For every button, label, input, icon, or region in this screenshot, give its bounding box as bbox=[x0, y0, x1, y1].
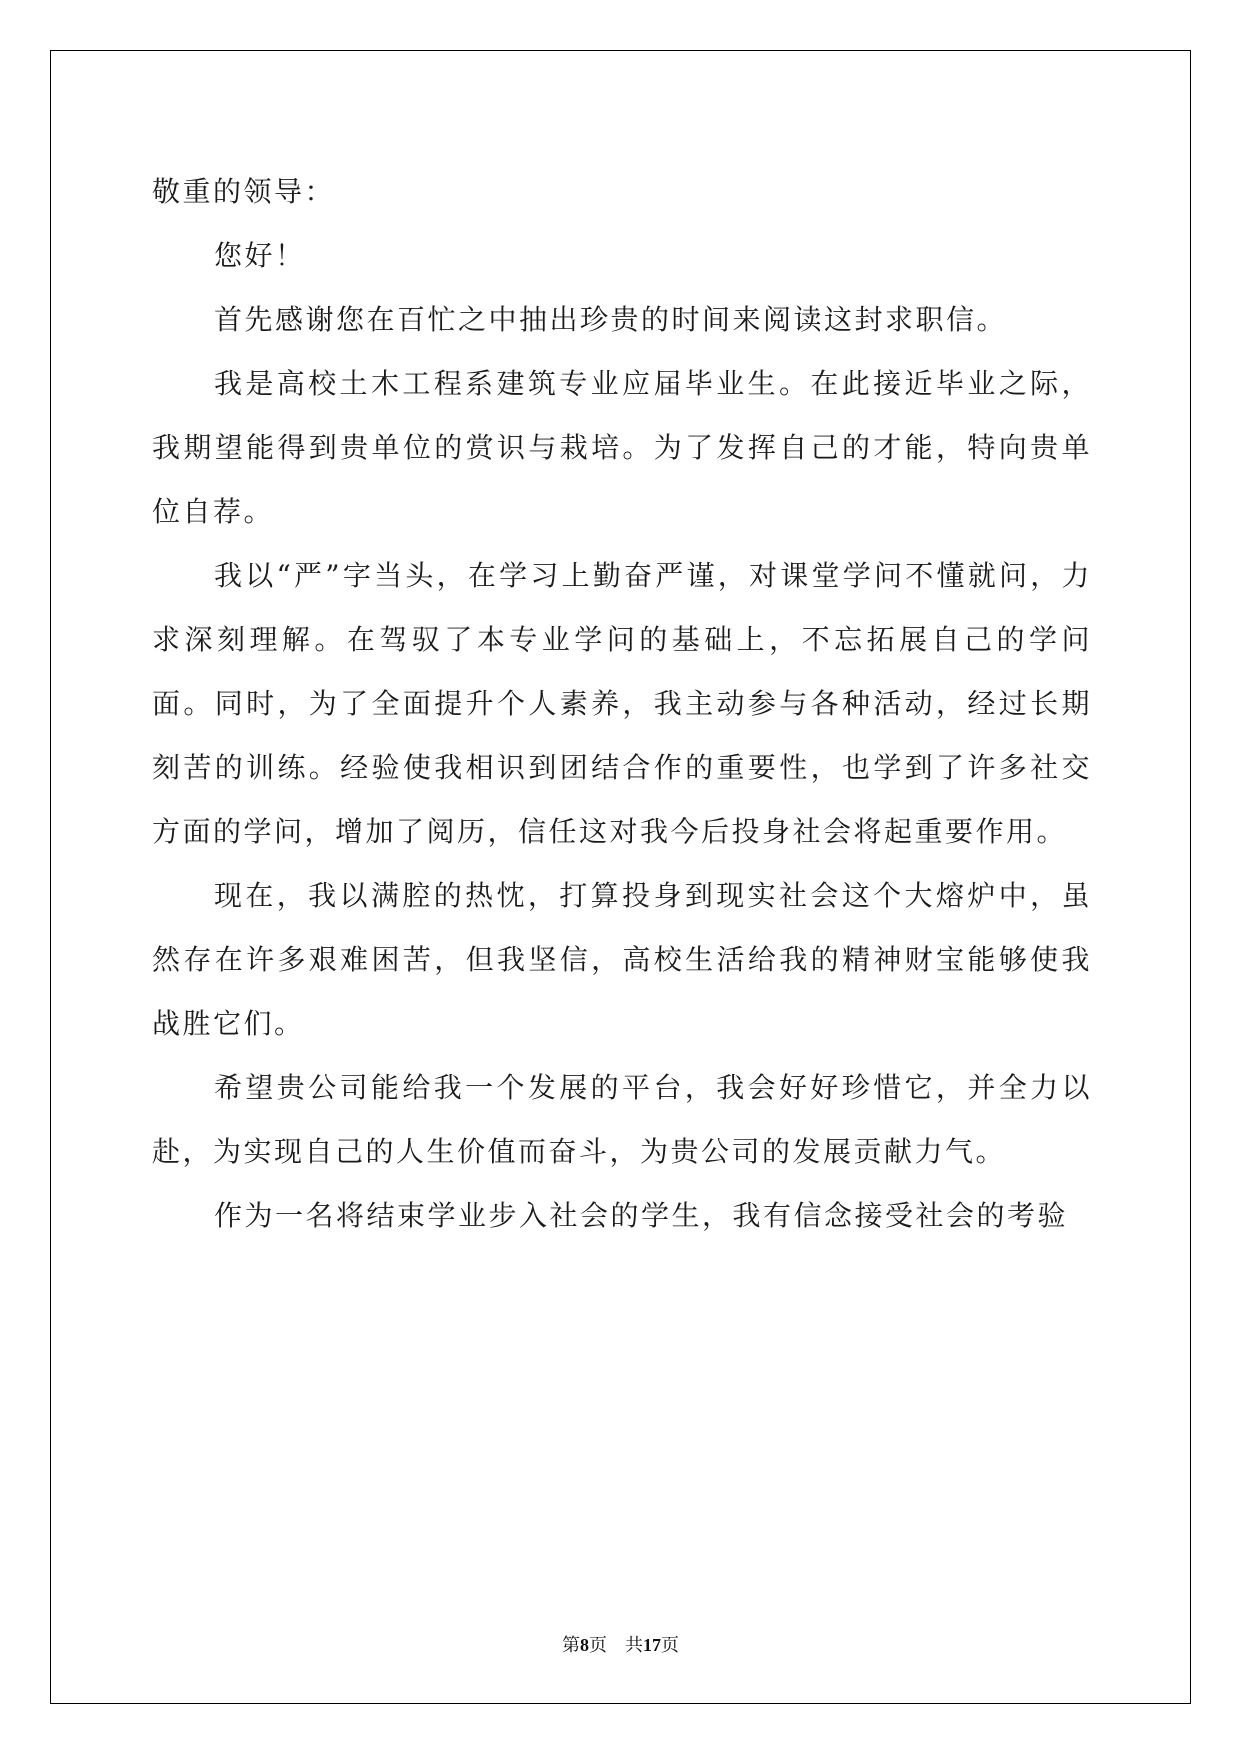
page-footer bbox=[0, 1631, 1241, 1657]
page-prefix: 第 bbox=[562, 1635, 580, 1655]
page-number: 8 bbox=[580, 1635, 589, 1655]
page-suffix: 页 bbox=[589, 1635, 607, 1655]
total-prefix: 共 bbox=[625, 1635, 643, 1655]
total-pages: 17 bbox=[643, 1635, 661, 1655]
paragraph-hope: 希望贵公司能给我一个发展的平台，我会好好珍惜它，并全力以赴，为实现自己的人生价值而奋斗，为贵公司的发展贡献力气。 bbox=[152, 1071, 1092, 1168]
paragraph-greeting: 您好！ bbox=[214, 239, 306, 272]
paragraph-thanks: 首先感谢您在百忙之中抽出珍贵的时间来阅读这封求职信。 bbox=[214, 303, 1008, 336]
letter-body bbox=[152, 160, 1092, 1248]
total-suffix: 页 bbox=[661, 1635, 679, 1655]
paragraph-closing: 作为一名将结束学业步入社会的学生，我有信念接受社会的考验 bbox=[214, 1199, 1069, 1232]
paragraph-introduction: 我是高校土木工程系建筑专业应届毕业生。在此接近毕业之际，我期望能得到贵单位的赏识与栽培。为了发挥自己的才能，特向贵单位自荐。 bbox=[152, 367, 1092, 528]
salutation: 敬重的领导： bbox=[152, 175, 336, 208]
paragraph-resolve: 现在，我以满腔的热忱，打算投身到现实社会这个大熔炉中，虽然存在许多艰难困苦，但我坚信，高校生活给我的精神财宝能够使我战胜它们。 bbox=[152, 879, 1092, 1040]
paragraph-study: 我以“严”字当头，在学习上勤奋严谨，对课堂学问不懂就问，力求深刻理解。在驾驭了本专业学问的基础上，不忘拓展自己的学问面。同时，为了全面提升个人素养，我主动参与各种活动，经过长期刻苦的训练。经验使我相识到团结合作的重要性，也学到了许多社交方面的学问，增加了阅历，信任这对我今后投身社会将起重要作用。 bbox=[152, 559, 1092, 848]
